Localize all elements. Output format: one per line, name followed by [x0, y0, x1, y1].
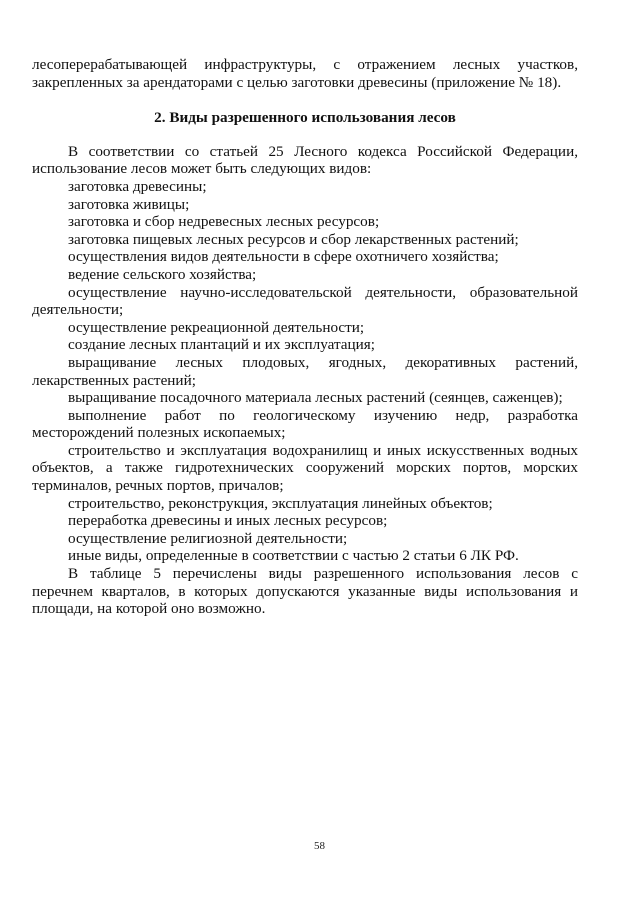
- section-heading: 2. Виды разрешенного использования лесов: [154, 109, 456, 127]
- list-item: строительство, реконструкция, эксплуатация линейных объектов;: [68, 494, 493, 512]
- list-item: создание лесных плантаций и их эксплуатация;: [68, 336, 375, 354]
- list-item: выращивание посадочного материала лесных растений (сеянцев, саженцев);: [68, 389, 563, 407]
- list-item: заготовка древесины;: [68, 177, 207, 195]
- list-item: осуществление научно-исследовательской деятельности, образовательной деятельности;: [32, 283, 578, 319]
- list-item: выращивание лесных плодовых, ягодных, декоративных растений, лекарственных растений;: [32, 353, 578, 389]
- document-page: [32, 56, 578, 618]
- list-item: строительство и эксплуатация водохранилищ и иных искусственных водных объектов, а также гидротехнических сооружений морских портов, морских терминалов, речных портов, причалов;: [32, 441, 578, 495]
- list-item: осуществления видов деятельности в сфере охотничего хозяйства;: [68, 248, 499, 266]
- list-item: осуществление религиозной деятельности;: [68, 529, 348, 547]
- list-item: заготовка и сбор недревесных лесных ресурсов;: [68, 213, 380, 231]
- usage-types-list: [32, 178, 578, 565]
- list-item: заготовка пищевых лесных ресурсов и сбор лекарственных растений;: [68, 230, 519, 248]
- list-item: ведение сельского хозяйства;: [68, 265, 257, 283]
- list-item: осуществление рекреационной деятельности;: [68, 318, 365, 336]
- intro-paragraph: лесоперерабатывающей инфраструктуры, с отражением лесных участков, закрепленных за арендаторами с целью заготовки древесины (приложение № 18).: [32, 56, 578, 91]
- list-item: иные виды, определенные в соответствии с частью 2 статьи 6 ЛК РФ.: [68, 547, 519, 565]
- list-item: заготовка живицы;: [68, 195, 190, 213]
- page-number: 58: [314, 840, 325, 852]
- list-item: переработка древесины и иных лесных ресурсов;: [68, 512, 388, 530]
- lead-paragraph: В соответствии со статьей 25 Лесного кодекса Российской Федерации, использование лесов может быть следующих видов:: [32, 142, 578, 178]
- list-item: выполнение работ по геологическому изучению недр, разработка месторождений полезных ископаемых;: [32, 406, 578, 442]
- closing-paragraph: В таблице 5 перечислены виды разрешенного использования лесов с перечнем кварталов, в которых допускаются указанные виды использования и площади, на которой оно возможно.: [32, 565, 578, 618]
